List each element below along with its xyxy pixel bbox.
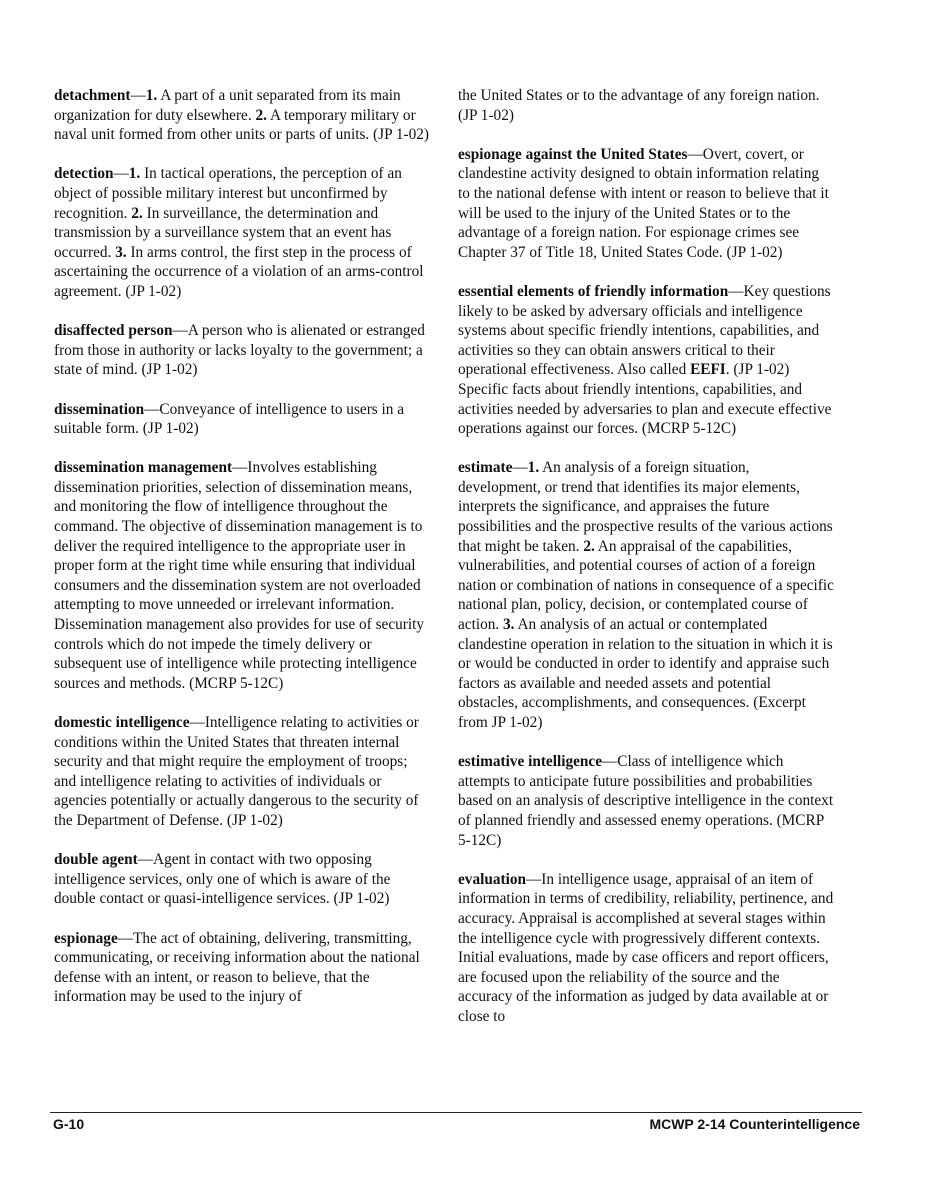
page-number: G-10 xyxy=(53,1116,85,1132)
definition-text: — xyxy=(113,165,129,183)
definition-text: —Intelligence relating to activities or conditions within the United States that threaten internal security and that might require the employment of troops; and intelligence relating to activities of individuals or agencies potentially or actually dangerous to the security of the Department of Defense. (JP 1-02) xyxy=(54,714,419,829)
definition-text: —Key questions likely to be asked by adversary officials and intelligence systems about specific friendly intentions, capabilities, and activities so they can obtain answers critical to their operational effectiveness. Also called xyxy=(458,282,831,379)
definition-text: — xyxy=(130,87,146,104)
glossary-entry xyxy=(458,282,834,439)
definition-text: . (JP 1-02) Specific facts about friendly intentions, capabilities, and activities needed by adversaries to plan and execute effective operations against our forces. (MCRP 5-12C) xyxy=(458,361,832,438)
definition-text: —In intelligence usage, appraisal of an item of information in terms of credibility, reliability, pertinence, and accuracy. Appraisal is accomplished at several stages within the intelligence cycle with progressively different contexts. Initial evaluations, made by case officers and report officers, are focused upon the reliability of the source and the accuracy of the information as judged by data available at or close to xyxy=(458,870,834,1025)
glossary-entry xyxy=(458,752,834,850)
publication-title: MCWP 2-14 Counterintelligence xyxy=(649,1116,860,1132)
glossary-term: detection xyxy=(54,165,114,183)
glossary-entry xyxy=(458,145,834,263)
definition-text: An analysis of an actual or contemplated clandestine operation in relation to the situation in which it is or would be conducted in order to identify and appraise such factors as available and needed assets and potential obstacles, accomplishments, and consequences. (Excerpt from JP 1-02) xyxy=(458,616,833,731)
left-column xyxy=(54,86,430,1027)
right-column xyxy=(458,86,834,1046)
definition-text: —Conveyance of intelligence to users in a suitable form. (JP 1-02) xyxy=(54,400,405,438)
definition-text: —A person who is alienated or estranged from those in authority or lacks loyalty to the government; a state of mind. (JP 1-02) xyxy=(54,322,425,379)
glossary-entry xyxy=(54,713,430,831)
glossary-term: espionage against the United States xyxy=(458,145,688,163)
glossary-term: essential elements of friendly information xyxy=(458,282,729,300)
definition-text: —Agent in contact with two opposing intelligence services, only one of which is aware of the double contact or quasi-intelligence services. (JP 1-02) xyxy=(54,851,391,908)
sense-number: 1. xyxy=(145,87,158,104)
glossary-entry xyxy=(54,458,430,693)
glossary-term: double agent xyxy=(54,851,138,869)
glossary-term: domestic intelligence xyxy=(54,714,190,731)
sense-number: 2. xyxy=(131,204,143,222)
glossary-entry xyxy=(54,86,430,145)
definition-text: In surveillance, the determination and transmission by a surveillance system that an event has occurred. xyxy=(54,204,392,261)
footer-rule xyxy=(50,1112,862,1113)
glossary-term: dissemination xyxy=(54,400,145,418)
definition-text: —Involves establishing dissemination priorities, selection of dissemination means, and monitoring the flow of intelligence throughout the command. The objective of dissemination management is to deliver the required intelligence to the appropriate user in proper form at the right time while ensuring that individual consumers and the dissemination system are not overloaded attempting to move unneeded or irrelevant information. Dissemination management also provides for use of security controls which do not impede the timely delivery or subsequent use of intelligence while protecting intelligence sources and methods. (MCRP 5-12C) xyxy=(54,459,425,692)
sense-number: 1. xyxy=(527,459,540,477)
glossary-term: detachment xyxy=(54,87,131,104)
definition-text: the United States or to the advantage of any foreign nation. (JP 1-02) xyxy=(458,87,820,124)
definition-text: — xyxy=(512,459,528,477)
sense-number: 1. xyxy=(128,165,141,183)
glossary-term: estimate xyxy=(458,459,513,477)
definition-text: A temporary military or naval unit formed from other units or parts of units. (JP 1-02) xyxy=(54,106,429,144)
glossary-entry xyxy=(54,164,430,301)
sense-number: 3. xyxy=(115,243,127,261)
glossary-entry xyxy=(54,400,430,439)
glossary-entry xyxy=(458,870,834,1027)
sense-number: 2. xyxy=(583,537,595,555)
definition-text: An analysis of a foreign situation, development, or trend that identifies its major elements, interprets the significance, and appraises the future possibilities and the prospective results of the various actions that might be taken. xyxy=(458,459,833,555)
definition-text: In tactical operations, the perception of an object of possible military interest but unconfirmed by recognition. xyxy=(54,165,402,222)
definition-text: —Class of intelligence which attempts to anticipate future possibilities and probabilities based on an analysis of descriptive intelligence in the context of planned friendly and assessed enemy operations. (MCRP 5-12C) xyxy=(458,753,834,849)
definition-text: In arms control, the first step in the process of ascertaining the occurrence of a violation of an arms-control agreement. (JP 1-02) xyxy=(54,243,424,300)
definition-text: —Overt, covert, or clandestine activity designed to obtain information relating to the national defense with intent or reason to believe that it will be used to the injury of the United States or to the advantage of a foreign nation. For espionage crimes see Chapter 37 of Title 18, United States Code. (JP 1-02) xyxy=(458,145,829,261)
glossary-term: EEFI xyxy=(690,361,726,379)
glossary-entry xyxy=(54,321,430,380)
glossary-entry xyxy=(54,929,430,1007)
glossary-term: disaffected person xyxy=(54,322,173,340)
glossary-term: evaluation xyxy=(458,870,526,888)
sense-number: 2. xyxy=(255,106,267,124)
definition-text: —The act of obtaining, delivering, transmitting, communicating, or receiving information about the national defense with an intent, or reason to believe, that the information may be used to the injury of xyxy=(54,929,420,1006)
glossary-term: espionage xyxy=(54,929,118,947)
glossary-entry xyxy=(458,458,834,732)
glossary-entry xyxy=(458,86,834,125)
glossary-term: estimative intelligence xyxy=(458,753,602,771)
glossary-entry xyxy=(54,850,430,909)
sense-number: 3. xyxy=(503,616,515,634)
glossary-term: dissemination management xyxy=(54,459,233,477)
definition-text: An appraisal of the capabilities, vulnerabilities, and potential courses of action of a foreign nation or combination of nations in consequence of a specific national plan, policy, decision, or contemplated course of action. xyxy=(458,537,834,634)
definition-text: A part of a unit separated from its main organization for duty elsewhere. xyxy=(54,87,401,124)
